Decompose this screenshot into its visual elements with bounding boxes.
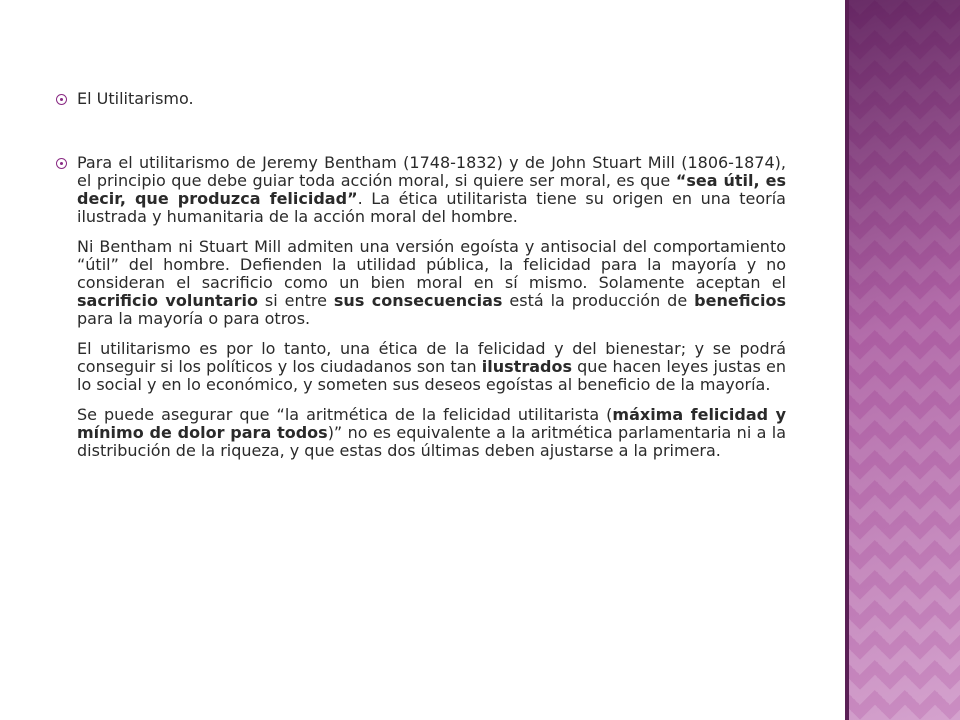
bold-phrase: ilustrados — [481, 357, 572, 376]
bold-phrase: máxima felicidad y mínimo de dolor para todos — [77, 405, 786, 442]
bold-phrase: “sea útil, es decir, que produzca felicidad” — [77, 171, 786, 208]
bold-phrase: sacrificio voluntario — [77, 291, 258, 310]
band-edge-line — [845, 0, 849, 720]
bold-phrase: sus consecuencias — [333, 291, 503, 310]
paragraph-3: El utilitarismo es por lo tanto, una ética de la felicidad y del bienestar; y se podrá conseguir si los políticos y los ciudadanos son tan ilustrados que hacen leyes justas en lo social y en lo económico, y someten sus deseos egoístas al beneficio de la mayoría. — [77, 339, 786, 394]
bullet-icon — [56, 158, 67, 169]
bold-phrase: beneficios — [694, 291, 787, 310]
bullet-body — [56, 154, 786, 460]
decorative-side-band — [845, 0, 960, 720]
bullet-heading — [56, 90, 786, 108]
band-gradient — [845, 0, 960, 720]
paragraph-2: Ni Bentham ni Stuart Mill admiten una versión egoísta y antisocial del comportamiento “útil” del hombre. Defienden la utilidad pública, la felicidad para la mayoría y no consideran el sacrificio como un bien moral en sí mismo. Solamente aceptan el sacrificio voluntario si entre sus consecuencias está la producción de beneficios para la mayoría o para otros. — [77, 237, 787, 328]
paragraph-4: Se puede asegurar que “la aritmética de la felicidad utilitarista (máxima felicidad y mínimo de dolor para todos)” no es equivalente a la aritmética parlamentaria ni a la distribución de la riqueza, y que estas dos últimas deben ajustarse a la primera. — [77, 405, 787, 460]
slide-content — [56, 90, 786, 460]
heading-text: El Utilitarismo. — [77, 89, 194, 108]
paragraph-1: Para el utilitarismo de Jeremy Bentham (1748-1832) y de John Stuart Mill (1806-1874), el principio que debe guiar toda acción moral, si quiere ser moral, es que “sea útil, es decir, que produzca felicidad”. La ética utilitarista tiene su origen en una teoría ilustrada y humanitaria de la acción moral del hombre. — [77, 153, 786, 226]
bullet-icon — [56, 94, 67, 105]
